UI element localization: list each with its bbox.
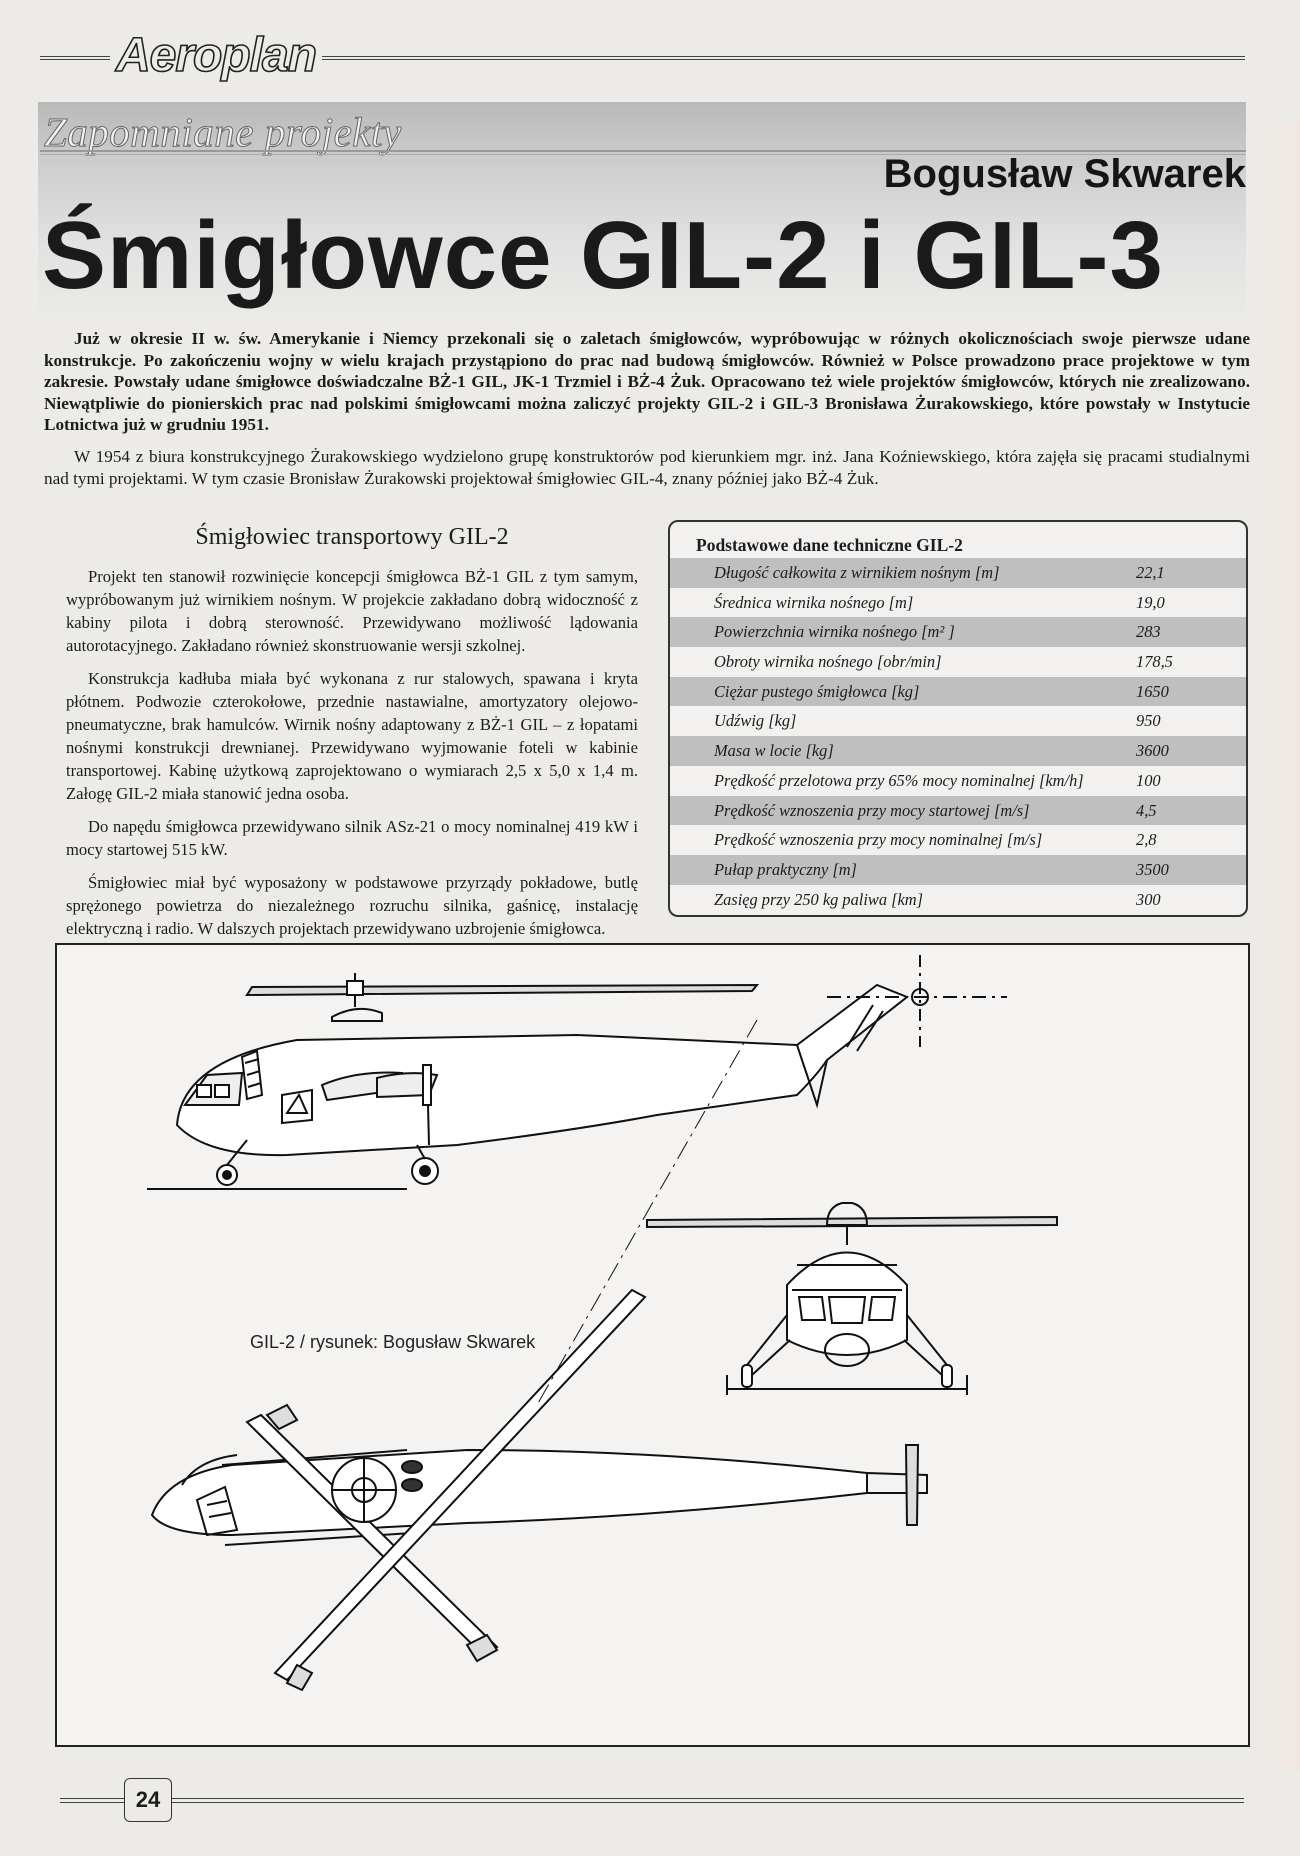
spec-row [670, 796, 1246, 826]
spec-value: 19,0 [1136, 592, 1165, 612]
page-number: 24 [124, 1778, 172, 1822]
specs-rows [696, 558, 1232, 914]
spec-label: Długość całkowita z wirnikiem nośnym [m] [714, 563, 1000, 582]
spec-row [670, 558, 1246, 588]
spec-row [670, 706, 1246, 736]
article-intro [44, 328, 1250, 499]
body-paragraph: Projekt ten stanowił rozwinięcie koncepcji śmigłowca BŻ-1 GIL z tym samym, wypróbowanym już wirnikiem nośnym. W projekcie zakładano dobrą widoczność z kabiny pilota i dobrą sterowność. Przewidywano możliwość lądowania autorotacyjnego. Zakładano również skonstruowanie wersji szkolnej. [66, 567, 638, 655]
right-margin-bleed [1252, 120, 1300, 1770]
spec-label: Ciężar pustego śmigłowca [kg] [714, 681, 920, 701]
front-view [647, 1203, 1057, 1395]
section-title: Zapomniane projekty [44, 109, 402, 155]
body-paragraph: Do napędu śmigłowca przewidywano silnik ASz-21 o mocy nominalnej 419 kW i mocy startowej 515 kW. [66, 817, 638, 859]
spec-value: 1650 [1136, 681, 1169, 701]
spec-row [670, 885, 1246, 915]
spec-row [670, 855, 1246, 885]
spec-label: Powierzchnia wirnika nośnego [m² ] [714, 622, 955, 642]
spec-value: 178,5 [1136, 652, 1173, 672]
subsection-heading: Śmigłowiec transportowy GIL-2 [195, 524, 509, 550]
side-view [147, 955, 1007, 1189]
intro-paragraph-1: Już w okresie II w. św. Amerykanie i Niemcy przekonali się o zaletach śmigłowców, wypróbowując w różnych okolicznościach swoje pierwsze udane konstrukcje. Po zakończeniu wojny w wielu krajach przystąpiono do prac nad budową śmigłowców. Również w Polsce prowadzono prace projektowe w tym zakresie. Powstały udane śmigłowce doświadczalne BŻ-1 GIL, JK-1 Trzmiel i BŻ-4 Żuk. Opracowano też wiele projektów śmigłowców, których nie zrealizowano. Niewątpliwie do pionierskich prac nad polskimi śmigłowcami można zaliczyć projekty GIL-2 i GIL-3 Bronisława Żurakowskiego, które powstały w Instytucie Lotnictwa już w grudniu 1951. [44, 329, 1250, 435]
spec-label: Pułap praktyczny [m] [714, 859, 857, 879]
article-author: Bogusław Skwarek [883, 152, 1246, 196]
spec-value: 4,5 [1136, 800, 1157, 820]
drawing-caption: GIL-2 / rysunek: Bogusław Skwarek [250, 1332, 536, 1352]
spec-label: Prędkość przelotowa przy 65% mocy nominalnej [km/h] [714, 770, 1084, 790]
helicopter-drawing [55, 943, 1250, 1747]
spec-value: 3500 [1136, 859, 1169, 879]
spec-label: Prędkość wznoszenia przy mocy nominalnej [m/s] [714, 830, 1043, 850]
spec-label: Średnica wirnika nośnego [m] [714, 592, 914, 612]
magazine-logo: Aeroplan [110, 32, 322, 80]
intro-paragraph-2: W 1954 z biura konstrukcyjnego Żurakowskiego wydzielono grupę konstruktorów pod kierunkiem mgr. inż. Jana Koźniewskiego, która zajęła się pracami studialnymi nad tymi projektami. W tym czasie Bronisław Żurakowski projektował śmigłowiec GIL-4, znany później jako BŻ-4 Żuk. [44, 446, 1250, 488]
footer-rule [60, 1798, 1244, 1803]
specs-title: Podstawowe dane techniczne GIL-2 [696, 535, 963, 555]
spec-row [670, 588, 1246, 618]
spec-label: Prędkość wznoszenia przy mocy startowej [m/s] [714, 800, 1030, 820]
spec-value: 950 [1136, 711, 1161, 731]
spec-value: 283 [1136, 622, 1161, 642]
spec-row [670, 766, 1246, 796]
body-paragraph: Śmigłowiec miał być wyposażony w podstawowe przyrządy pokładowe, butlę sprężonego powietrza do niezależnego rozruchu silnika, gaśnicę, instalację elektryczną i radio. W dalszych projektach przewidywano uzbrojenie śmigłowca. [66, 873, 638, 938]
spec-value: 3600 [1136, 741, 1169, 761]
spec-value: 100 [1136, 770, 1161, 790]
specs-table [668, 520, 1248, 917]
spec-row [670, 617, 1246, 647]
article-column [66, 520, 638, 950]
spec-value: 300 [1136, 889, 1161, 909]
spec-row [670, 825, 1246, 855]
spec-row [670, 736, 1246, 766]
body-paragraph: Konstrukcja kadłuba miała być wykonana z rur stalowych, spawana i kryta płótnem. Podwozie czterokołowe, przednie nastawialne, amortyzatory olejowo-pneumatyczne, brak hamulców. Wirnik nośny adaptowany z BŻ-1 GIL – z łopatami nośnymi konstrukcji drewnianej. Przewidywano wyjmowanie foteli w kabinie transportowej. Kabinę użytkową zaprojektowano o wymiarach 2,5 x 5,0 x 1,4 m. Załogę GIL-2 miała stanowić jedna osoba. [66, 669, 638, 803]
spec-label: Masa w locie [kg] [714, 741, 834, 761]
spec-row [670, 647, 1246, 677]
spec-value: 22,1 [1136, 563, 1165, 582]
spec-row [670, 677, 1246, 707]
spec-label: Obroty wirnika nośnego [obr/min] [714, 652, 942, 672]
spec-label: Udźwig [kg] [714, 711, 797, 731]
three-view-drawing [57, 945, 1252, 1749]
spec-label: Zasięg przy 250 kg paliwa [km] [714, 889, 923, 909]
spec-value: 2,8 [1136, 830, 1157, 850]
article-title: Śmigłowce GIL-2 i GIL-3 [42, 202, 1164, 309]
